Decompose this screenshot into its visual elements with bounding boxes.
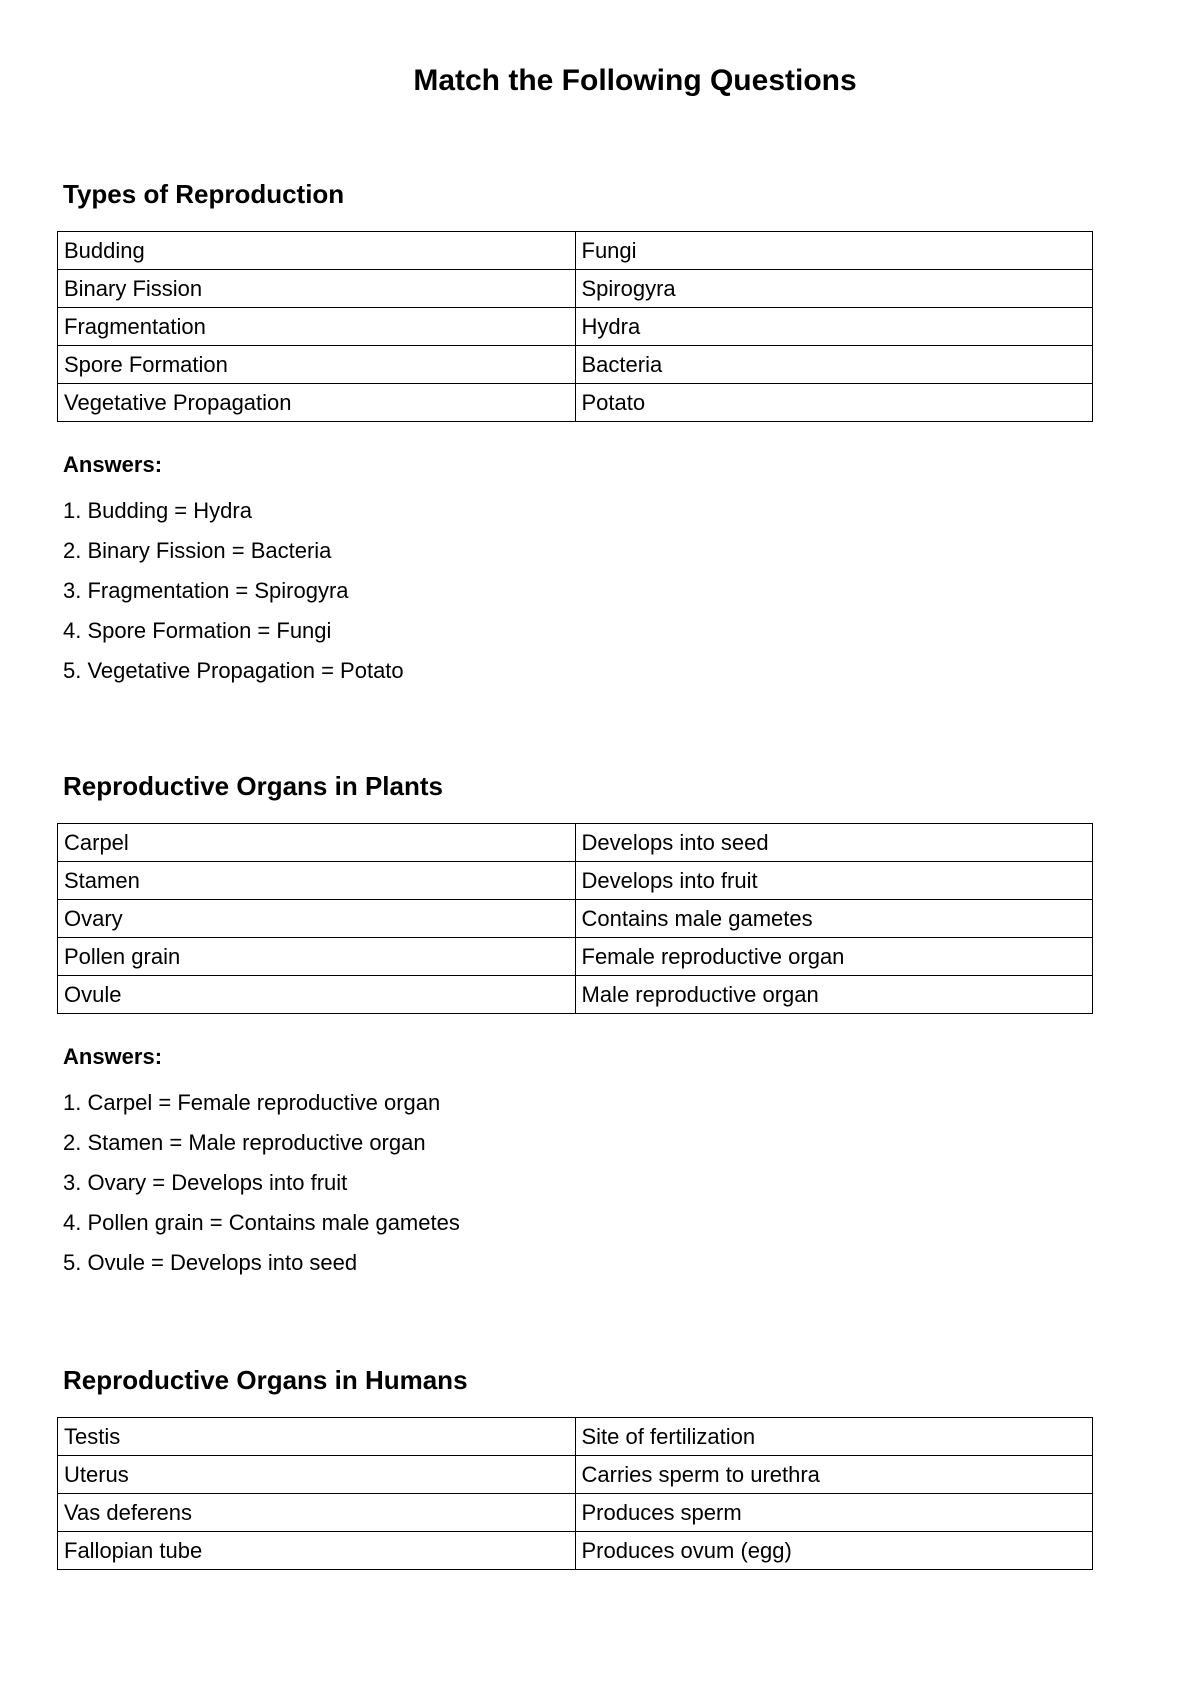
table-cell-left: Ovary: [58, 900, 576, 938]
section-heading: Types of Reproduction: [63, 179, 345, 209]
table-cell-left: Binary Fission: [58, 270, 576, 308]
table-row: [58, 308, 1093, 346]
table-cell-left: Vegetative Propagation: [58, 384, 576, 422]
table-row: [58, 384, 1093, 422]
table-cell-right: Hydra: [575, 308, 1093, 346]
table-row: [58, 938, 1093, 976]
table-cell-right: Site of fertilization: [575, 1418, 1093, 1456]
answer-item: 5. Ovule = Develops into seed: [63, 1250, 358, 1275]
table-row: [58, 346, 1093, 384]
answers-label: Answers:: [63, 1044, 163, 1069]
table-cell-left: Carpel: [58, 824, 576, 862]
section-heading: Reproductive Organs in Humans: [63, 1365, 468, 1395]
table-cell-right: Develops into seed: [575, 824, 1093, 862]
answers-block: [57, 452, 1093, 691]
table-cell-left: Pollen grain: [58, 938, 576, 976]
answer-item: 2. Binary Fission = Bacteria: [63, 538, 332, 563]
match-table: [57, 1417, 1093, 1570]
section-reproductive-organs-humans: [57, 1364, 1093, 1570]
table-row: [58, 232, 1093, 270]
answer-item: 2. Stamen = Male reproductive organ: [63, 1130, 426, 1155]
table-cell-right: Spirogyra: [575, 270, 1093, 308]
table-row: [58, 976, 1093, 1014]
table-cell-left: Stamen: [58, 862, 576, 900]
answer-item: 5. Vegetative Propagation = Potato: [63, 658, 404, 683]
table-row: [58, 824, 1093, 862]
table-row: [58, 1418, 1093, 1456]
table-cell-left: Budding: [58, 232, 576, 270]
page-title: Match the Following Questions: [413, 64, 857, 97]
table-cell-left: Fallopian tube: [58, 1532, 576, 1570]
section-types-of-reproduction: [57, 178, 1093, 691]
answer-item: 1. Carpel = Female reproductive organ: [63, 1090, 441, 1115]
answer-item: 1. Budding = Hydra: [63, 498, 252, 523]
table-cell-left: Fragmentation: [58, 308, 576, 346]
answer-item: 4. Pollen grain = Contains male gametes: [63, 1210, 460, 1235]
answers-block: [57, 1044, 1093, 1283]
match-table: [57, 231, 1093, 422]
answer-item: 4. Spore Formation = Fungi: [63, 618, 332, 643]
table-cell-left: Spore Formation: [58, 346, 576, 384]
table-cell-right: Produces ovum (egg): [575, 1532, 1093, 1570]
table-cell-right: Male reproductive organ: [575, 976, 1093, 1014]
section-heading: Reproductive Organs in Plants: [63, 771, 443, 801]
table-cell-right: Bacteria: [575, 346, 1093, 384]
table-row: [58, 1532, 1093, 1570]
table-cell-right: Fungi: [575, 232, 1093, 270]
answer-item: 3. Ovary = Develops into fruit: [63, 1170, 348, 1195]
table-row: [58, 1456, 1093, 1494]
table-cell-right: Carries sperm to urethra: [575, 1456, 1093, 1494]
answer-item: 3. Fragmentation = Spirogyra: [63, 578, 349, 603]
table-cell-left: Ovule: [58, 976, 576, 1014]
table-cell-left: Uterus: [58, 1456, 576, 1494]
table-cell-left: Vas deferens: [58, 1494, 576, 1532]
table-cell-left: Testis: [58, 1418, 576, 1456]
table-row: [58, 270, 1093, 308]
table-cell-right: Contains male gametes: [575, 900, 1093, 938]
table-row: [58, 862, 1093, 900]
table-cell-right: Potato: [575, 384, 1093, 422]
table-cell-right: Produces sperm: [575, 1494, 1093, 1532]
table-row: [58, 900, 1093, 938]
table-cell-right: Female reproductive organ: [575, 938, 1093, 976]
section-reproductive-organs-plants: [57, 770, 1093, 1283]
table-row: [58, 1494, 1093, 1532]
match-table: [57, 823, 1093, 1014]
table-cell-right: Develops into fruit: [575, 862, 1093, 900]
answers-label: Answers:: [63, 452, 163, 477]
